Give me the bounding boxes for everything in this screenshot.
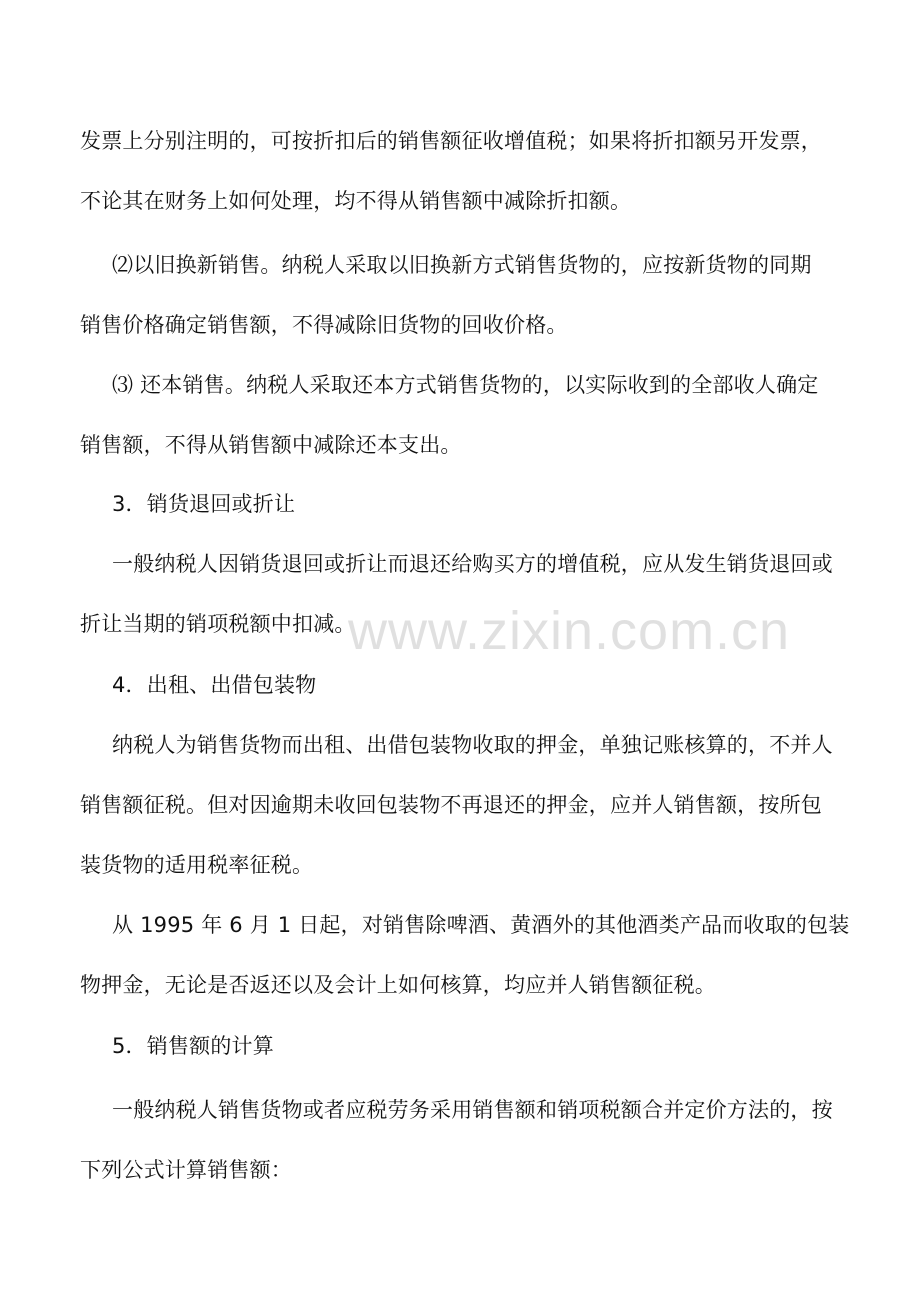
section-heading: 4．出租、出借包装物: [112, 673, 317, 697]
paragraph-line: 销售额征税。但对因逾期未收回包装物不再退还的押金，应并人销售额，按所包: [80, 793, 822, 817]
paragraph-line: 装货物的适用税率征税。: [80, 853, 314, 877]
paragraph-line: 纳税人为销售货物而出租、出借包装物收取的押金，单独记账核算的，不并人: [112, 733, 833, 757]
section-heading: 5．销售额的计算: [112, 1034, 274, 1058]
paragraph-line: 不论其在财务上如何处理，均不得从销售额中减除折扣额。: [80, 189, 632, 213]
paragraph-line: 一般纳税人销售货物或者应税劳务采用销售额和销项税额合并定价方法的，按: [112, 1098, 833, 1122]
watermark: www.zixin.com.cn: [348, 601, 791, 661]
paragraph-line: 从 1995 年 6 月 1 日起，对销售除啤酒、黄酒外的其他酒类产品而收取的包装: [112, 913, 850, 937]
section-heading: 3．销货退回或折让: [112, 492, 296, 516]
paragraph-line: 一般纳税人因销货退回或折让而退还给购买方的增值税，应从发生销货退回或: [112, 552, 833, 576]
paragraph-line: 折让当期的销项税额中扣减。: [80, 612, 356, 636]
paragraph-line: 销售额，不得从销售额中减除还本支出。: [80, 433, 462, 457]
paragraph-line: ⑶ 还本销售。纳税人采取还本方式销售货物的，以实际收到的全部收人确定: [112, 373, 819, 397]
paragraph-line: 物押金，无论是否返还以及会计上如何核算，均应并人销售额征税。: [80, 973, 716, 997]
paragraph-line: 销售价格确定销售额，不得减除旧货物的回收价格。: [80, 313, 568, 337]
paragraph-line: 下列公式计算销售额：: [80, 1158, 292, 1182]
paragraph-line: ⑵以旧换新销售。纳税人采取以旧换新方式销售货物的，应按新货物的同期: [112, 253, 812, 277]
paragraph-line: 发票上分别注明的，可按折扣后的销售额征收增值税；如果将折扣额另开发票，: [80, 129, 822, 153]
